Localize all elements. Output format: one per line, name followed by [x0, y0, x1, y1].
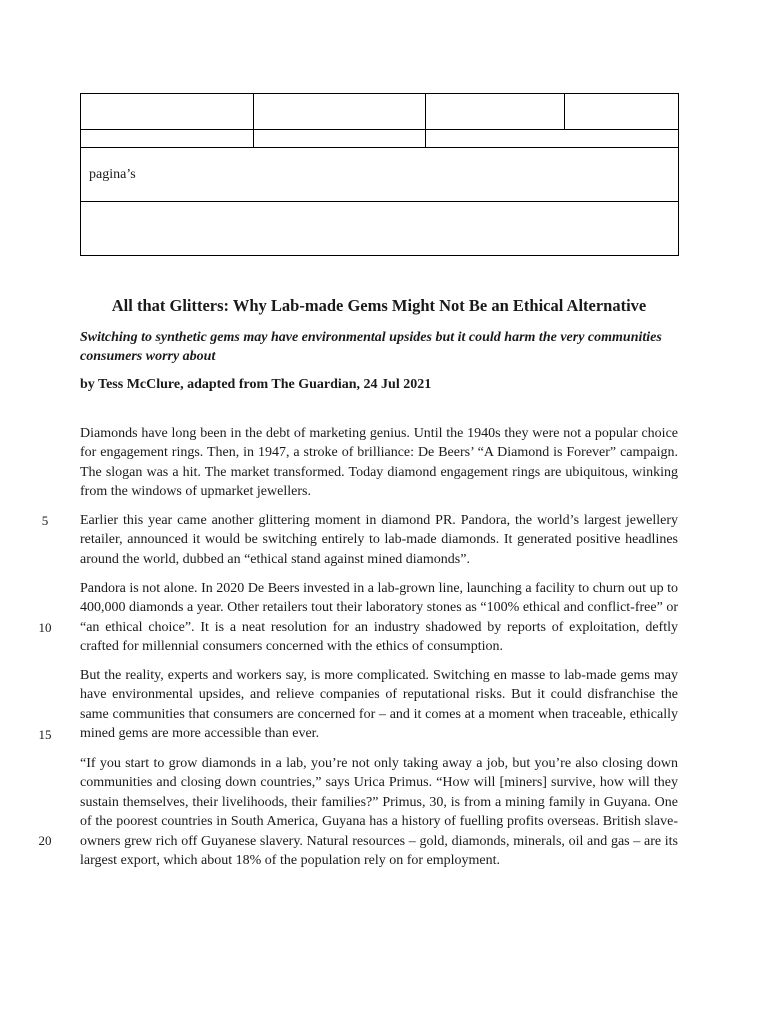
- header-cell: [426, 94, 565, 130]
- paragraph-5: “If you start to grow diamonds in a lab, you’re not only taking away a job, but you’re also closing down communities and closing down countries,” says Urica Primus. “How will [miners] survive, how will they sustain themselves, their livelihoods, their families?” Primus, 30, is from a mining family in Guyana. One of the poorest countries in South America, Guyana has a history of fuelling profits overseas. British slave-owners grew rich off Guyanese slavery. Natural resources – gold, diamonds, minerals, oil and gas – are its largest export, which about 18% of the population rely on for employment.: [80, 756, 678, 869]
- line-number: 20: [38, 833, 52, 848]
- article-title: All that Glitters: Why Lab-made Gems Might Not Be an Ethical Alternative: [111, 296, 647, 315]
- paragraph-4: But the reality, experts and workers say, is more complicated. Switching en masse to lab-made gems may have environmental upsides, and relieve companies of reputational risks. But it could disfranchise the same communities that consumers are concerned for – and it comes at a moment when traceable, ethically mined gems are more accessible than ever.: [80, 668, 678, 742]
- line-number: 15: [38, 727, 52, 742]
- header-cell: [565, 94, 679, 130]
- header-cell: [426, 130, 679, 148]
- header-cell: [254, 94, 426, 130]
- article-byline: by Tess McClure, adapted from The Guardian, 24 Jul 2021: [80, 377, 432, 392]
- header-cell: [81, 94, 254, 130]
- header-cell: [81, 130, 254, 148]
- pages-cell: pagina’s: [81, 148, 679, 202]
- paragraph-2: Earlier this year came another glittering moment in diamond PR. Pandora, the world’s largest jewellery retailer, announced it would be switching entirely to lab-made diamonds. It generated positive headlines around the world, dubbed an “ethical stand against mined diamonds”.: [80, 513, 678, 567]
- line-number: 10: [38, 620, 52, 635]
- header-row: [81, 148, 679, 202]
- header-row: [81, 202, 679, 256]
- header-cell: [254, 130, 426, 148]
- header-cell: [81, 202, 679, 256]
- line-number: 5: [41, 513, 49, 528]
- header-row: [81, 94, 679, 130]
- header-info-table: [80, 93, 679, 256]
- paragraph-3: Pandora is not alone. In 2020 De Beers invested in a lab-grown line, launching a facility to churn out up to 400,000 diamonds a year. Other retailers tout their laboratory stones as “100% ethical and conflict-free” or “an ethical choice”. It is a neat resolution for an industry shadowed by reports of exploitation, deftly crafted for millennial consumers concerned with the ethics of consumption.: [80, 581, 678, 655]
- article-subtitle: Switching to synthetic gems may have environmental upsides but it could harm the very communities consumers worry about: [80, 330, 662, 364]
- paragraph-1: Diamonds have long been in the debt of marketing genius. Until the 1940s they were not a popular choice for engagement rings. Then, in 1947, a stroke of brilliance: De Beers’ “A Diamond is Forever” campaign. The slogan was a hit. The market transformed. Today diamond engagement rings are ubiquitous, winking from the windows of upmarket jewellers.: [80, 426, 678, 500]
- header-row: [81, 130, 679, 148]
